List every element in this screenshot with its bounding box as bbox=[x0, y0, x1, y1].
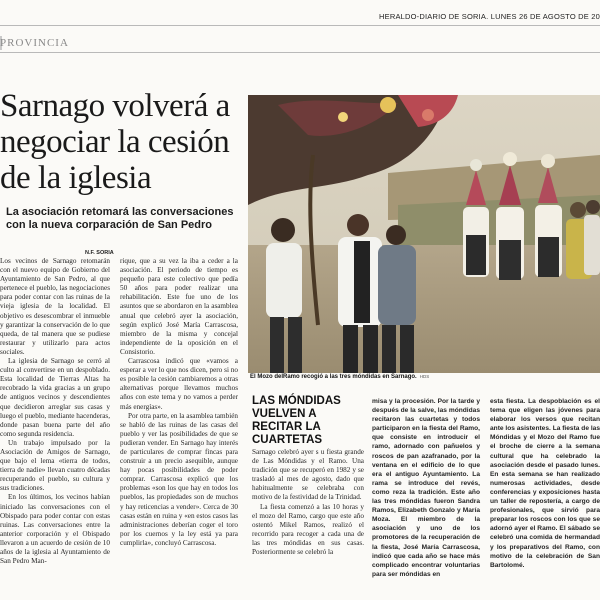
paragraph: Los vecinos de Sarnago retomarán con el nuevo equipo de Gobierno del Ayuntamiento de San Pedro, al que pertenece el pueblo, las negociaciones para poder contar con las ruinas de la vieja iglesia de la localidad. El objetivo es desescombrar el inmueble y garantizar la conservación de lo que queda, de tal manera que se pudiese restaurar y utilizarlo para actos sociales. bbox=[0, 257, 110, 356]
paragraph: Por otra parte, en la asamblea también se habló de las ruinas de las casas del pueblo y ver las posibilidades de que se pudieran vender. En Sarnago hay interés de particulares de comprar fincas para construir a un precio asequible, aunque hay pocas posibilidades de poder comprar. Carrascosa explicó que los problemas «son los que hay en todos los pueblos, las propiedades son de muchos y hay reticencias a vender». Cerca de 30 casas están en ruina y «en estos casos las administraciones deberían coger el toro por los cuernos y la ley está ya para cumplirla», concluyó Carrascosa. bbox=[120, 411, 238, 547]
article-column-1 bbox=[0, 257, 110, 566]
caption-text: El Mozo delRamo recogió a las tres móndidas en Sarnago. bbox=[250, 374, 417, 380]
sidebar-column-2 bbox=[372, 397, 480, 579]
sidebar-column-1 bbox=[252, 448, 364, 557]
running-head: HERALDO-DIARIO DE SORIA. LUNES 26 DE AGOSTO DE 20 bbox=[379, 12, 600, 21]
paragraph: esta fiesta. La despoblación es el tema que eligen las jóvenes para elaborar los versos que recitan ante los asistentes. La fiesta de las Móndidas y el Mozo del Ramo fue el broche de cierre a la semana cultural que ha celebrado la asociación desde el pasado lunes. En esta semana se han realizado numerosas actividades, desde conferencias y exposiciones hasta un taller de repostería, a cargo de profesionales, que sirvió para preparar los roscos con los que se adornó ayer el Ramo. El sábado se celebró una comida de hermandad y los preparativos del Ramo, con motivo de la celebración de San Bartolomé. bbox=[490, 398, 600, 569]
photo-caption bbox=[250, 374, 595, 380]
paragraph: La fiesta comenzó a las 10 horas y el mozo del Ramo, cargo que este año ostentó Mikel Ramos, realizó el recorrido para recoger a cada una de las tres móndidas en sus casas. Posteriormente se celebró la bbox=[252, 502, 364, 557]
byline: N.F. SORIA bbox=[85, 250, 114, 256]
festival-scene-illustration bbox=[248, 95, 600, 373]
sidebar-column-3 bbox=[490, 397, 600, 570]
paragraph: rique, que a su vez la iba a ceder a la asociación. El periodo de tiempo es pequeño para este colectivo que pedía 50 años para poder realizar una rehabilitación. Este fue uno de los asuntos que se abordaron en la asamblea anual que celebró ayer la asociación, según explicó José María Carrascosa, miembro de la misma y concejal independiente de la oposición en el Consistorio. bbox=[120, 257, 238, 356]
paragraph: La iglesia de Sarnago se cerró al culto al convertirse en un despoblado. Esta localidad de Tierras Altas ha recobrado la vida gracias a un grupo de antiguos vecinos y descendientes que decidieron arreglar sus casas y luego el pueblo, mediante hacenderas, donde pasan buena parte del año como segunda residencia. bbox=[0, 357, 110, 438]
sidebar-headline: LAS MÓNDIDAS VUELVEN A RECITAR LA CUARTETAS bbox=[252, 395, 341, 446]
paragraph: En los últimos, los vecinos habían iniciado las conversaciones con el Obispado para poder contar con estas ruinas. Las conversaciones entre la anterior corporación y el Obispado llevaron a un acuerdo de cesión de 10 años de la iglesia al Ayuntamiento de San Pedro Man- bbox=[0, 493, 110, 566]
festival-photo bbox=[248, 95, 600, 373]
article-headline: Sarnago volverá a negociar la cesión de la iglesia bbox=[0, 88, 230, 196]
article-column-2 bbox=[120, 257, 238, 548]
article-subhead: La asociación retomará las conversaciones con la nueva corparación de San Pedro bbox=[6, 206, 234, 231]
paragraph: misa y la procesión. Por la tarde y después de la salve, las móndidas recitaron las cuartetas y todos participaron en la fiesta del Ramo, que consiste en introducir el ramo, adornado con pañuelos y roscos de pan azafranado, por la ventana en el edificio de lo que era el antiguo Ayuntamiento. La rama se introduce del revés, como reza la tradición. Este año las tres móndidas fueron Sandra Ramos, Elizabeth Gonzalo y María Moza. El miembro de la asociación y uno de los promotores de la recuperación de la fiesta, José María Carrascosa, indicó que cada año se hace más complicado encontrar voluntarias para ser móndidas en bbox=[372, 398, 480, 578]
paragraph: Carrascosa indicó que «vamos a esperar a ver lo que nos dicen, pero si no es posible la cesión cambiaremos a otras alternativas porque llevamos muchos años con este tema y no vamos a perder más energías». bbox=[120, 357, 238, 411]
section-title: PROVINCIA bbox=[0, 37, 69, 49]
paragraph: Sarnago celebró ayer s u fiesta grande de Las Móndidas y el Ramo. Una tradición que se recuperó en 1982 y se trasladó al mes de agosto, dado que habitualmente se celebraba con motivo de la festividad de la Trinidad. bbox=[252, 448, 364, 502]
section-rule bbox=[0, 52, 600, 53]
top-rule bbox=[0, 25, 600, 26]
paragraph: Un trabajo impulsado por la Asociación de Amigos de Sarnago, que bajo el lema «tierra de todos, tierra de nadie» llevan cuatro décadas recuperando el pueblo, su cultura y sus tradiciones. bbox=[0, 438, 110, 493]
photo-credit: HDS bbox=[419, 374, 430, 379]
